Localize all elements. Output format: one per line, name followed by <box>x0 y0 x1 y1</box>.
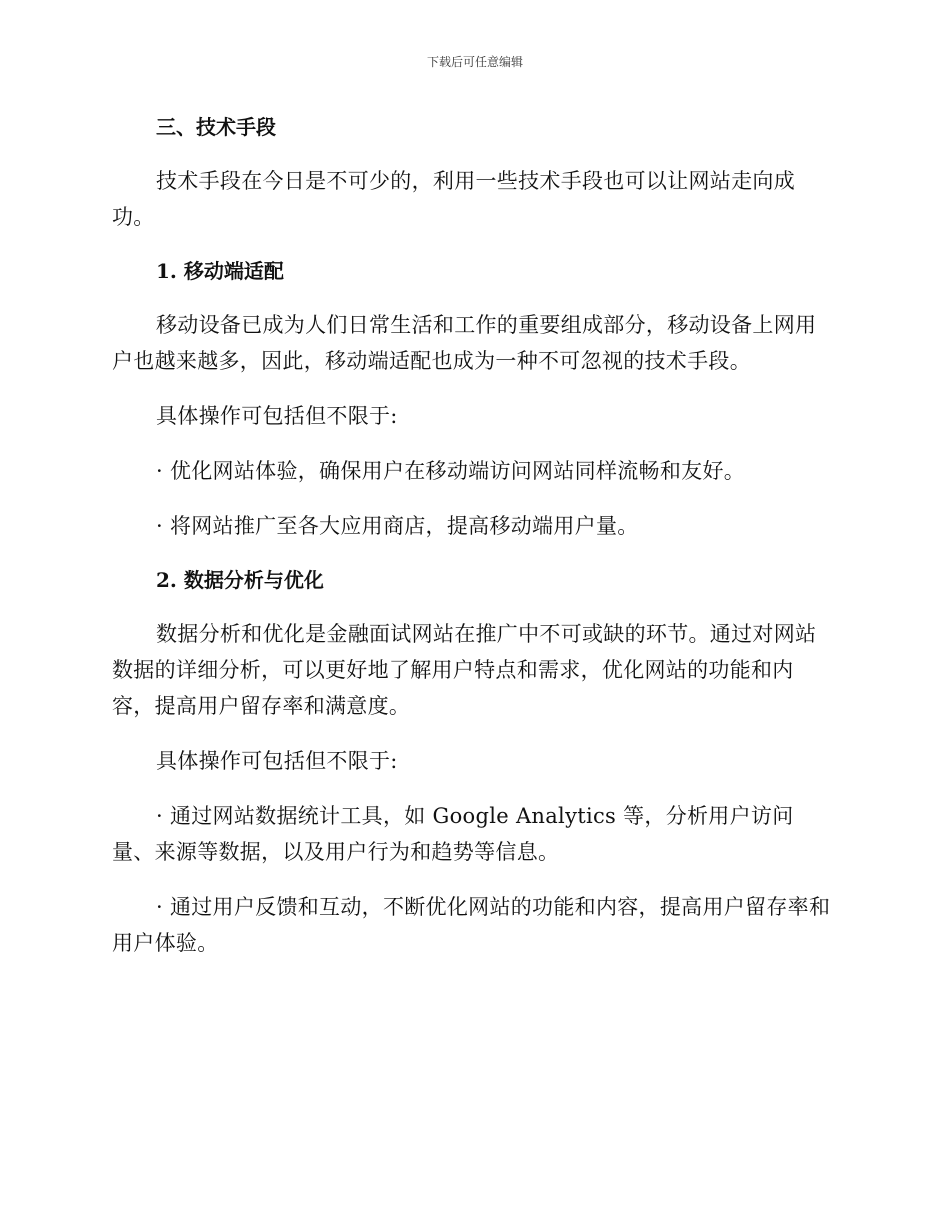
page-header: 下载后可任意编辑 <box>426 55 523 69</box>
document-body <box>112 110 832 961</box>
bullet-item: · 优化网站体验，确保用户在移动端访问网站同样流畅和友好。 <box>156 459 746 483</box>
bullet-item: · 通过用户反馈和互动，不断优化网站的功能和内容，提高用户留存率和用户体验。 <box>112 895 831 955</box>
section-intro: 技术手段在今日是不可少的，利用一些技术手段也可以让网站走向成功。 <box>112 169 795 229</box>
bullet-item: · 将网站推广至各大应用商店，提高移动端用户量。 <box>156 514 639 538</box>
paragraph-lead: 具体操作可包括但不限于: <box>156 749 398 773</box>
paragraph: 移动设备已成为人们日常生活和工作的重要组成部分，移动设备上网用户也越来越多，因此，移动端适配也成为一种不可忽视的技术手段。 <box>112 313 817 373</box>
paragraph: 数据分析和优化是金融面试网站在推广中不可或缺的环节。通过对网站数据的详细分析，可以更好地了解用户特点和需求，优化网站的功能和内容，提高用户留存率和满意度。 <box>112 622 817 718</box>
subsection-heading-mobile: 1. 移动端适配 <box>156 259 284 283</box>
paragraph-lead: 具体操作可包括但不限于: <box>156 404 398 428</box>
bullet-item: · 通过网站数据统计工具，如 Google Analytics 等，分析用户访问量、来源等数据，以及用户行为和趋势等信息。 <box>112 804 794 864</box>
section-heading: 三、技术手段 <box>156 115 276 139</box>
subsection-heading-data: 2. 数据分析与优化 <box>156 568 324 592</box>
